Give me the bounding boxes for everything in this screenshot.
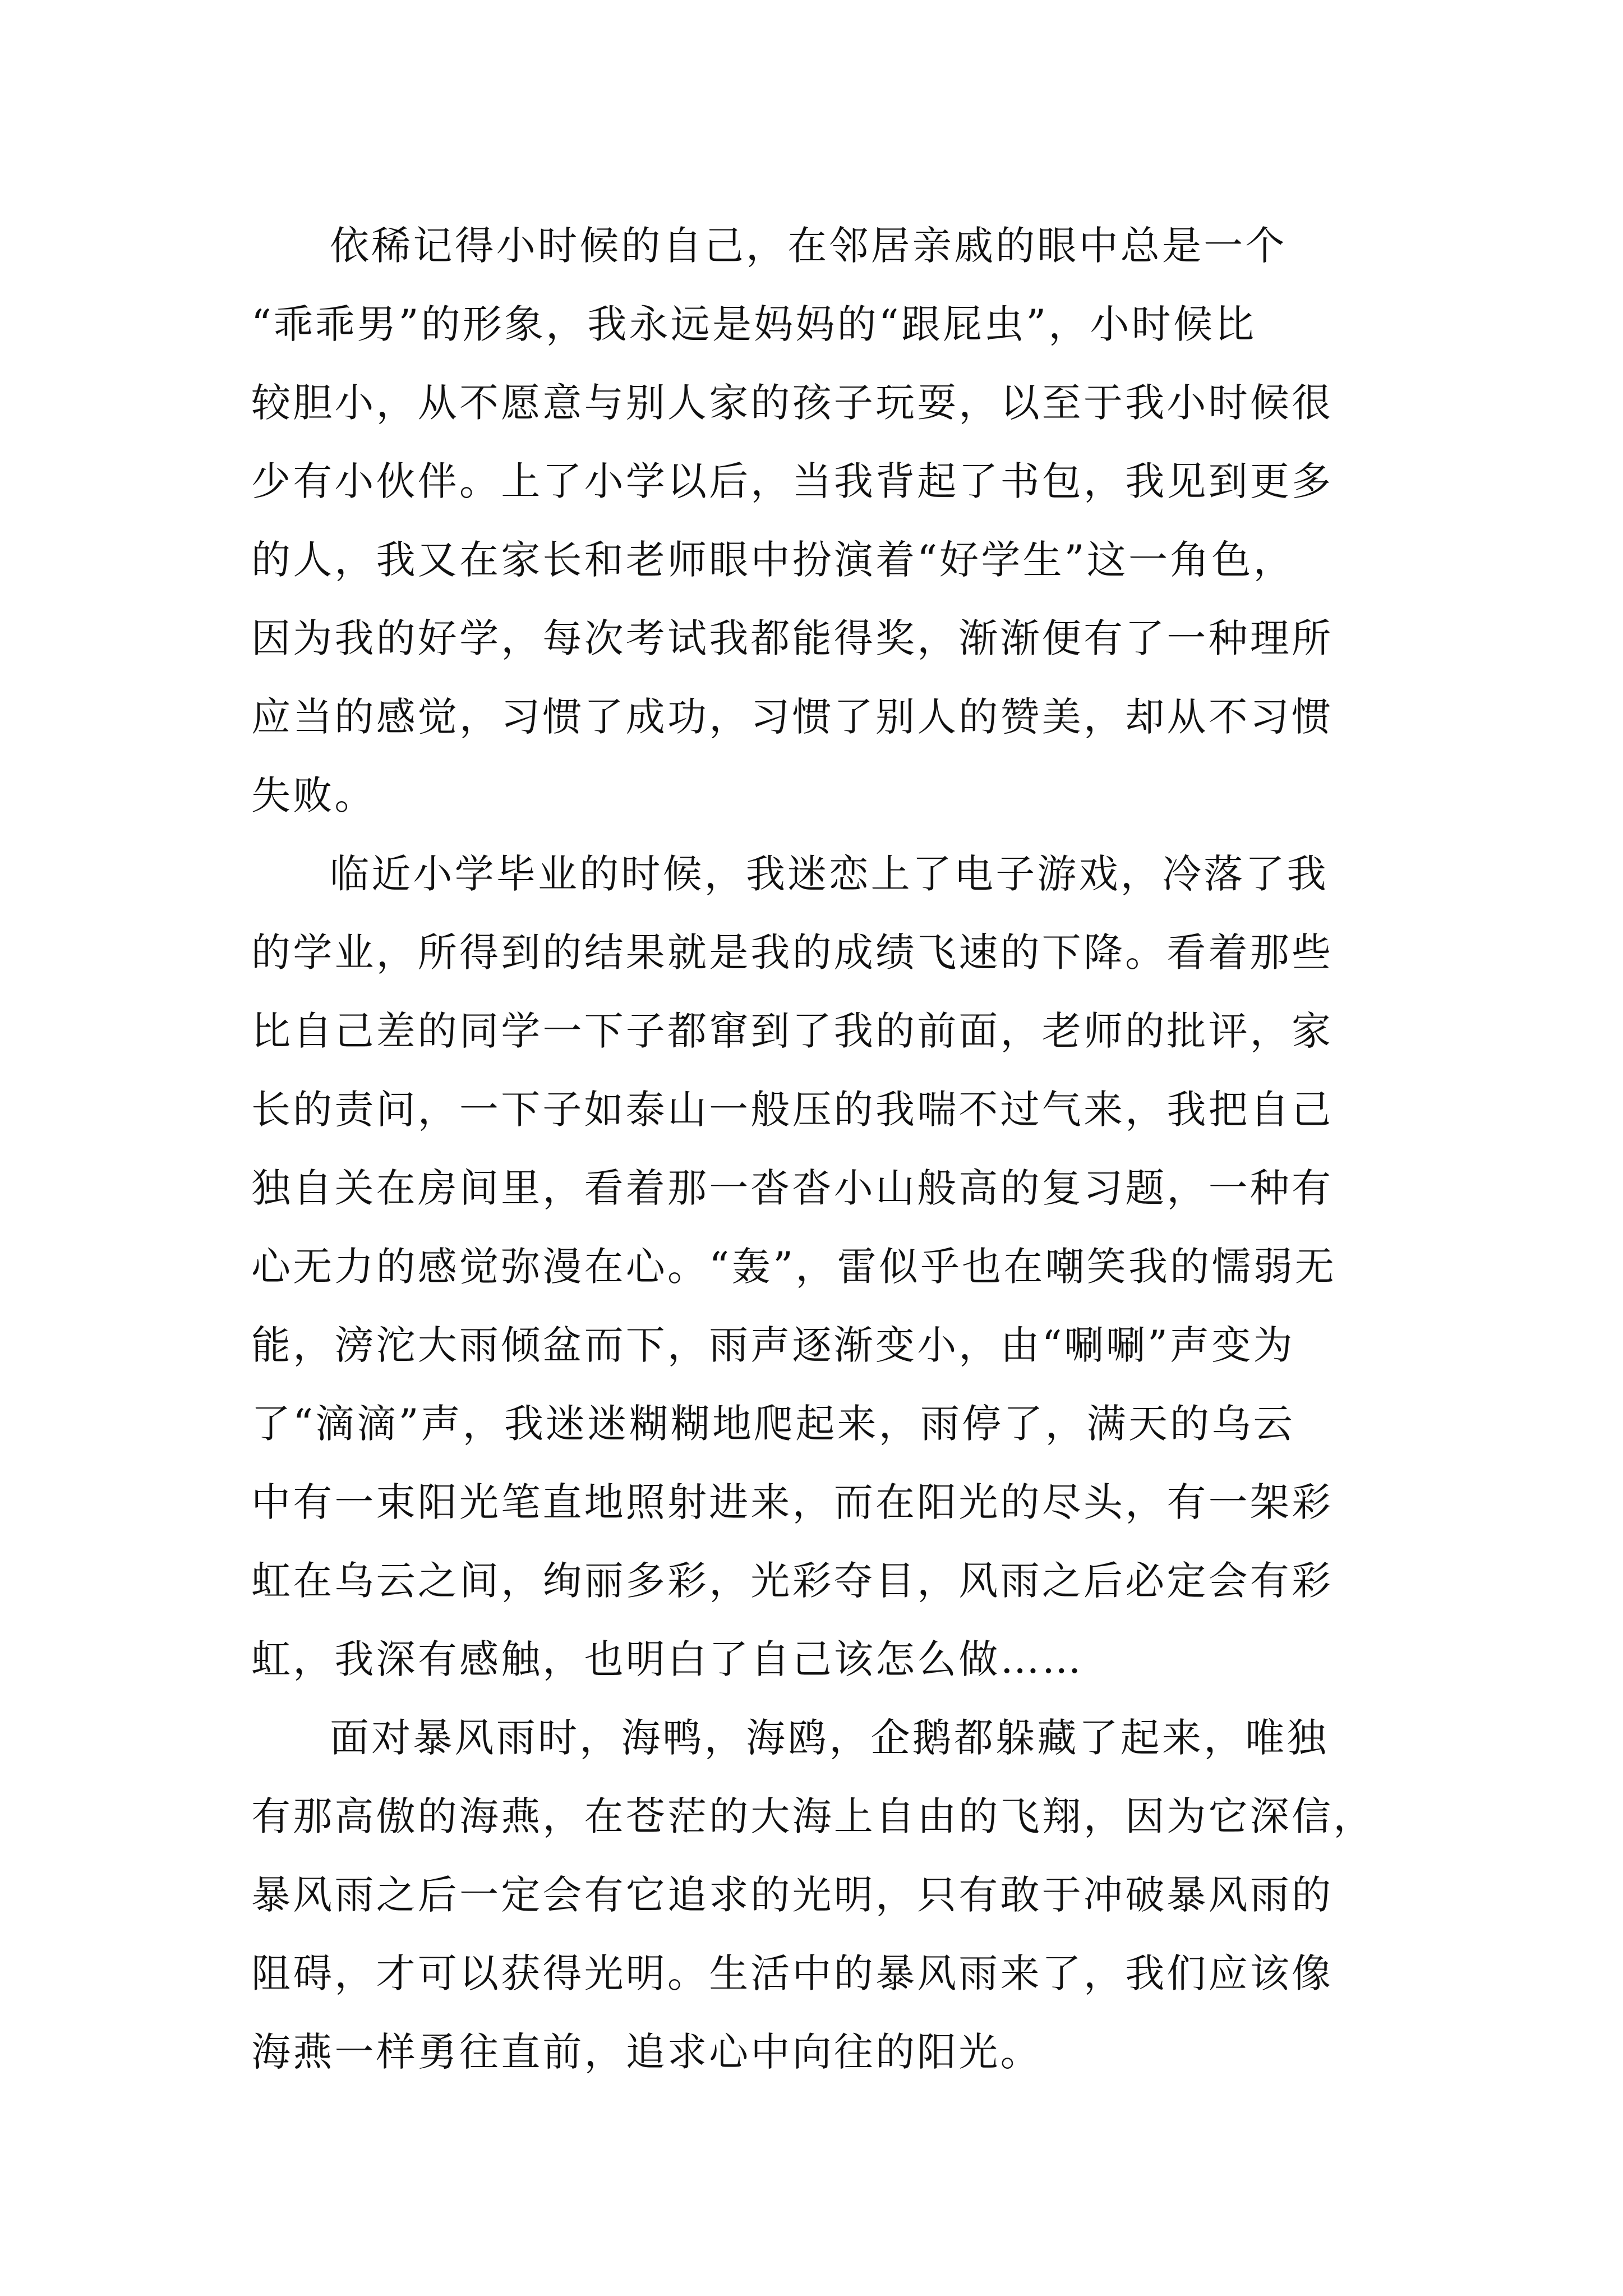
paragraph-2-line-5: 独自关在房间里，看着那一沓沓小山般高的复习题，一种有: [251, 1165, 1334, 1211]
paragraph-1-line-1: 依稀记得小时候的自己，在邻居亲戚的眼中总是一个: [330, 223, 1287, 269]
paragraph-2-line-8: 了“滴滴”声，我迷迷糊糊地爬起来，雨停了，满天的乌云: [251, 1401, 1295, 1447]
paragraph-3-line-3: 暴风雨之后一定会有它追求的光明，只有敢于冲破暴风雨的: [251, 1872, 1334, 1918]
paragraph-3-line-5: 海燕一样勇往直前，追求心中向往的阳光。: [251, 2029, 1042, 2075]
paragraph-2-line-3: 比自己差的同学一下子都窜到了我的前面，老师的批评，家: [251, 1008, 1334, 1054]
paragraph-2-line-9: 中有一束阳光笔直地照射进来，而在阳光的尽头，有一架彩: [251, 1479, 1334, 1525]
paragraph-2-line-10: 虹在乌云之间，绚丽多彩，光彩夺目，风雨之后必定会有彩: [251, 1558, 1334, 1604]
paragraph-3-line-2: 有那高傲的海燕，在苍茫的大海上自由的飞翔，因为它深信，: [251, 1793, 1375, 1839]
paragraph-2-line-7: 能，滂沱大雨倾盆而下，雨声逐渐变小，由“唰唰”声变为: [251, 1322, 1295, 1368]
paragraph-2-line-6: 心无力的感觉弥漫在心。“轰”，雷似乎也在嘲笑我的懦弱无: [251, 1244, 1336, 1290]
paragraph-1-line-2: “乖乖男”的形象，我永远是妈妈的“跟屁虫”，小时候比: [251, 301, 1257, 347]
paragraph-3-line-1: 面对暴风雨时，海鸭，海鸥，企鹅都躲藏了起来，唯独: [330, 1715, 1329, 1761]
paragraph-1-line-5: 的人，我又在家长和老师眼中扮演着“好学生”这一角色，: [251, 537, 1295, 583]
paragraph-1-line-8: 失败。: [251, 772, 376, 818]
paragraph-2-line-2: 的学业，所得到的结果就是我的成绩飞速的下降。看着那些: [251, 930, 1334, 976]
paragraph-3-line-4: 阻碍，才可以获得光明。生活中的暴风雨来了，我们应该像: [251, 1950, 1334, 1996]
paragraph-2-line-11: 虹，我深有感触，也明白了自己该怎么做……: [251, 1636, 1083, 1682]
paragraph-2-line-1: 临近小学毕业的时候，我迷恋上了电子游戏，冷落了我: [330, 851, 1329, 897]
paragraph-2-line-4: 长的责问，一下子如泰山一般压的我喘不过气来，我把自己: [251, 1087, 1334, 1133]
paragraph-1-line-6: 因为我的好学，每次考试我都能得奖，渐渐便有了一种理所: [251, 615, 1334, 661]
paragraph-1-line-3: 较胆小，从不愿意与别人家的孩子玩耍，以至于我小时候很: [251, 380, 1334, 426]
paragraph-1-line-4: 少有小伙伴。上了小学以后，当我背起了书包，我见到更多: [251, 458, 1334, 504]
paragraph-1-line-7: 应当的感觉，习惯了成功，习惯了别人的赞美，却从不习惯: [251, 694, 1334, 740]
